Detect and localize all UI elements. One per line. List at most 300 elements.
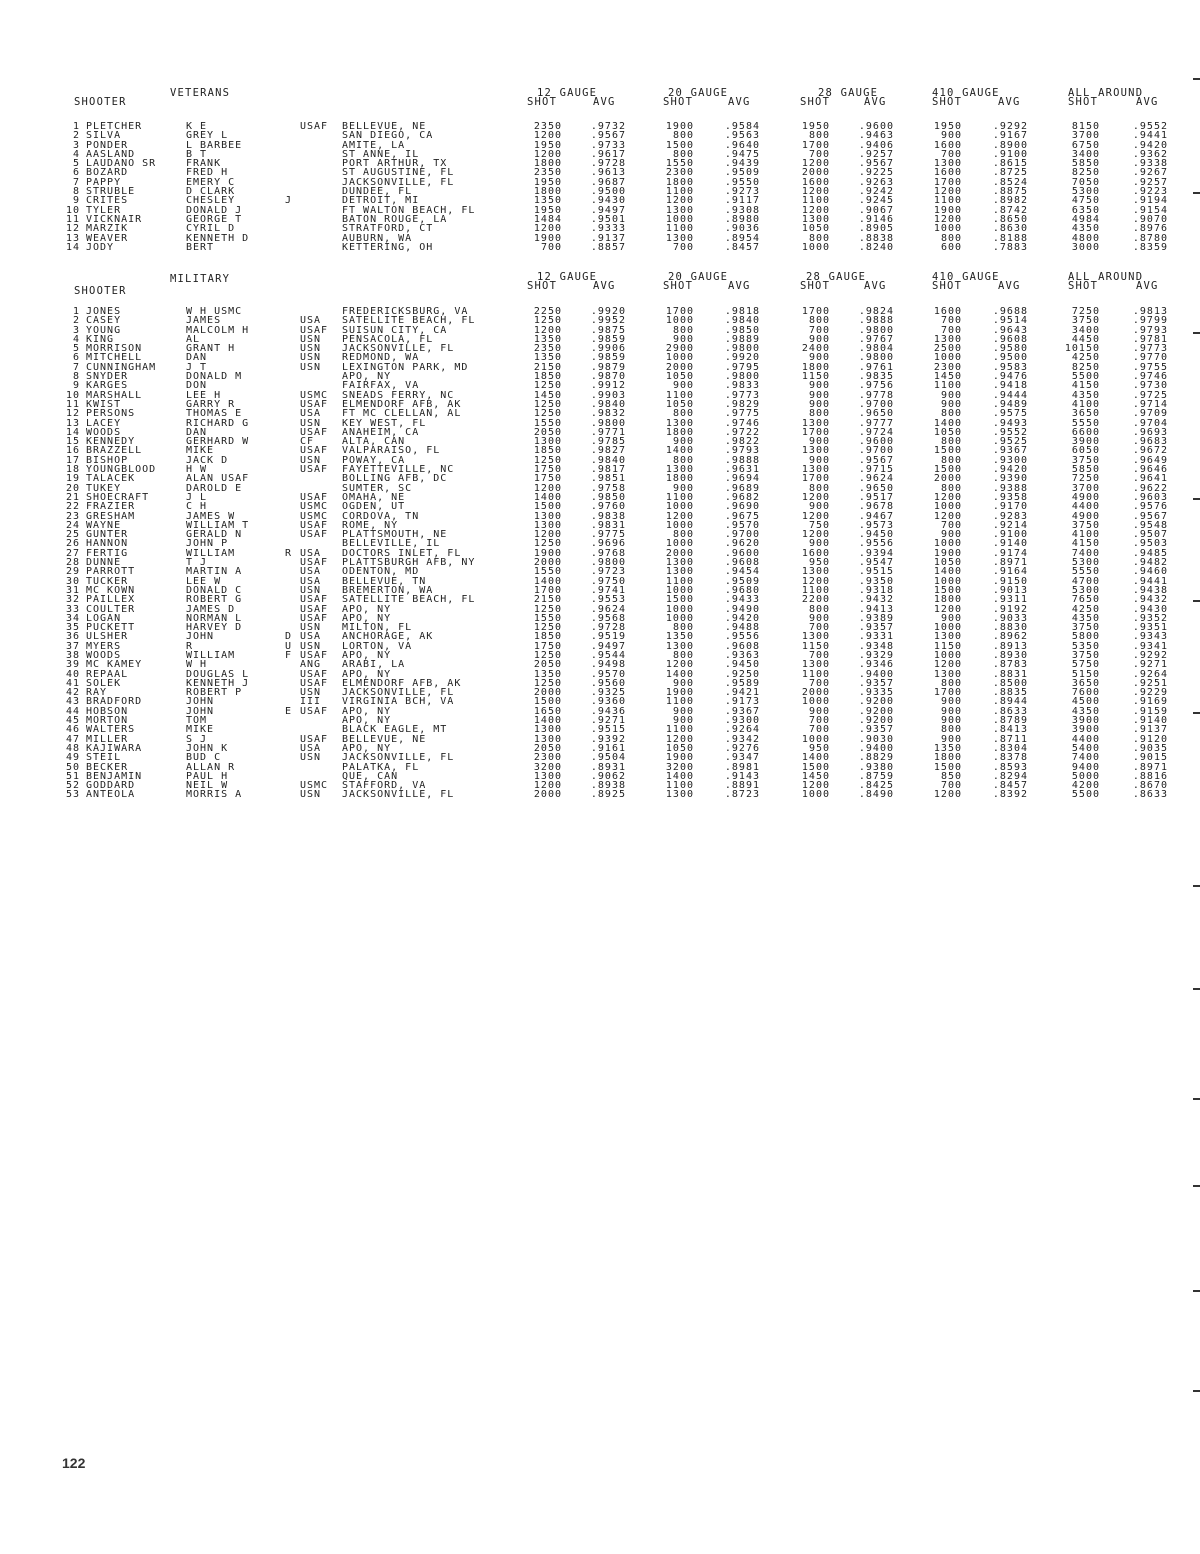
branch-cell: USA	[300, 408, 322, 420]
avg-28-cell: .9715	[858, 464, 894, 476]
shot-all-cell: 6350	[1071, 204, 1100, 216]
shot-410-cell: 800	[940, 408, 962, 420]
shot-28-cell: 700	[808, 677, 830, 689]
shot-28-cell: 1200	[801, 529, 830, 541]
avg-20-cell: .8981	[724, 761, 760, 773]
shot-20-cell: 1000	[665, 352, 694, 364]
shot-20-cell: 900	[672, 333, 694, 345]
veterans-section	[0, 88, 1200, 268]
avg-all-cell: .9485	[1132, 547, 1168, 559]
avg-410-cell: .8615	[992, 158, 1028, 170]
avg-all-cell: .9503	[1132, 538, 1168, 550]
shot-all-cell: 5400	[1071, 742, 1100, 754]
avg-20-cell: .9793	[724, 445, 760, 457]
avg-all-cell: .8971	[1132, 761, 1168, 773]
first-name-cell: MIKE	[186, 445, 215, 457]
gauge-410-avg-header: AVG	[998, 96, 1021, 108]
avg-28-cell: .9030	[858, 733, 894, 745]
avg-28-cell: .9394	[858, 547, 894, 559]
avg-410-cell: .8457	[992, 780, 1028, 792]
shot-410-cell: 800	[940, 724, 962, 736]
last-name-cell: BISHOP	[86, 454, 129, 466]
shot-28-cell: 1700	[801, 306, 830, 317]
avg-12-cell: .9360	[590, 696, 626, 708]
shot-all-cell: 5750	[1071, 659, 1100, 671]
avg-all-cell: .9482	[1132, 557, 1168, 569]
avg-410-cell: .8304	[992, 742, 1028, 754]
shot-410-cell: 1300	[933, 668, 962, 680]
shot-410-cell: 1300	[933, 333, 962, 345]
first-name-cell: CHESLEY	[186, 195, 236, 207]
shot-410-cell: 1500	[933, 584, 962, 596]
shot-28-cell: 900	[808, 436, 830, 448]
avg-all-cell: .9154	[1132, 204, 1168, 216]
shot-all-cell: 9400	[1071, 761, 1100, 773]
shot-20-cell: 1000	[665, 519, 694, 531]
shot-28-cell: 1600	[801, 176, 830, 188]
avg-12-cell: .9903	[590, 389, 626, 401]
first-name-cell: JAMES D	[186, 603, 236, 615]
shot-410-cell: 800	[940, 482, 962, 494]
shot-all-cell: 4400	[1071, 501, 1100, 513]
first-name-cell: AL	[186, 333, 201, 345]
avg-410-cell: .9283	[992, 510, 1028, 522]
avg-12-cell: .8857	[590, 241, 626, 253]
rank-cell: 39	[65, 659, 80, 671]
city-cell: JACKSONVILLE, FL	[342, 789, 455, 801]
rank-cell: 47	[65, 733, 80, 745]
last-name-cell: TUCKER	[86, 575, 129, 587]
section-title: VETERANS	[170, 87, 231, 99]
shot-all-cell: 7600	[1071, 687, 1100, 699]
avg-410-cell: .9311	[992, 594, 1028, 606]
gauge-20-avg-header: AVG	[728, 96, 751, 108]
first-name-cell: JOHN	[186, 705, 215, 717]
shot-28-cell: 800	[808, 232, 830, 244]
first-name-cell: MALCOLM H	[186, 324, 250, 336]
veterans-rows	[0, 122, 1200, 252]
avg-410-cell: .9358	[992, 491, 1028, 503]
shot-20-cell: 900	[672, 482, 694, 494]
rank-cell: 48	[65, 742, 80, 754]
last-name-cell: HOBSON	[86, 705, 129, 717]
avg-12-cell: .9758	[590, 482, 626, 494]
shot-20-cell: 1000	[665, 501, 694, 513]
avg-12-cell: .9851	[590, 473, 626, 485]
gauge-20-shot-header: SHOT	[663, 96, 694, 108]
last-name-cell: GODDARD	[86, 780, 136, 792]
shot-20-cell: 1300	[665, 789, 694, 801]
avg-12-cell: .9831	[590, 519, 626, 531]
rank-cell: 9	[72, 380, 80, 392]
avg-20-cell: .8457	[724, 241, 760, 253]
avg-all-cell: .9793	[1132, 324, 1168, 336]
city-cell: ODENTON, MD	[342, 566, 420, 578]
shot-all-cell: 3700	[1071, 482, 1100, 494]
avg-410-cell: .9214	[992, 519, 1028, 531]
rank-cell: 29	[65, 566, 80, 578]
city-cell: APO, NY	[342, 715, 392, 727]
avg-20-cell: .9840	[724, 315, 760, 327]
shot-all-cell: 6050	[1071, 445, 1100, 457]
shot-410-cell: 700	[940, 519, 962, 531]
shot-all-cell: 7400	[1071, 547, 1100, 559]
last-name-cell: FERTIG	[86, 547, 129, 559]
shot-12-cell: 1750	[533, 473, 562, 485]
avg-all-cell: .9552	[1132, 121, 1168, 132]
city-cell: VALPARAISO, FL	[342, 445, 441, 457]
shot-28-cell: 2000	[801, 167, 830, 179]
avg-28-cell: .9357	[858, 724, 894, 736]
avg-all-cell: .9338	[1132, 158, 1168, 170]
avg-20-cell: .9722	[724, 426, 760, 438]
rank-cell: 25	[65, 529, 80, 541]
shot-20-cell: 1900	[665, 752, 694, 764]
avg-410-cell: .9489	[992, 398, 1028, 410]
gauge-28-avg-header: AVG	[864, 280, 887, 292]
first-name-cell: C H	[186, 501, 208, 513]
shot-28-cell: 2200	[801, 594, 830, 606]
avg-all-cell: .9432	[1132, 594, 1168, 606]
rank-cell: 7	[72, 361, 80, 373]
avg-all-cell: .9441	[1132, 575, 1168, 587]
table-row	[0, 243, 1200, 252]
avg-20-cell: .9550	[724, 176, 760, 188]
avg-12-cell: .9392	[590, 733, 626, 745]
branch-cell: USMC	[300, 389, 329, 401]
shot-410-cell: 1200	[933, 510, 962, 522]
avg-all-cell: .9251	[1132, 677, 1168, 689]
avg-20-cell: .9509	[724, 575, 760, 587]
branch-cell: USAF	[300, 398, 329, 410]
rank-cell: 8	[72, 186, 80, 198]
shot-28-cell: 1300	[801, 445, 830, 457]
avg-28-cell: .8759	[858, 770, 894, 782]
shot-20-cell: 1200	[665, 195, 694, 207]
first-name-cell: JAMES W	[186, 510, 236, 522]
shot-all-cell: 4350	[1071, 223, 1100, 235]
first-name-cell: RICHARD G	[186, 417, 250, 429]
shot-all-cell: 5550	[1071, 566, 1100, 578]
shot-20-cell: 1300	[665, 232, 694, 244]
avg-12-cell: .9850	[590, 491, 626, 503]
edge-mark	[1193, 712, 1200, 714]
shot-28-cell: 1200	[801, 158, 830, 170]
shot-12-cell: 2350	[533, 121, 562, 132]
shot-28-cell: 800	[808, 408, 830, 420]
shot-20-cell: 1100	[665, 780, 694, 792]
all-around-avg-header: AVG	[1136, 280, 1159, 292]
gauge-20-title: 20 GAUGE	[668, 87, 729, 99]
avg-28-cell: .9624	[858, 473, 894, 485]
shot-410-cell: 1300	[933, 631, 962, 643]
shot-all-cell: 5500	[1071, 789, 1100, 801]
shot-410-cell: 1000	[933, 622, 962, 634]
shot-20-cell: 1900	[665, 687, 694, 699]
avg-20-cell: .9273	[724, 186, 760, 198]
shot-410-cell: 700	[940, 315, 962, 327]
shot-12-cell: 1550	[533, 612, 562, 624]
shot-28-cell: 900	[808, 398, 830, 410]
shot-28-cell: 1800	[801, 361, 830, 373]
avg-410-cell: .9300	[992, 454, 1028, 466]
shot-28-cell: 1050	[801, 223, 830, 235]
branch-cell: USAF	[300, 557, 329, 569]
rank-cell: 44	[65, 705, 80, 717]
city-cell: ST ANNE, IL	[342, 148, 420, 160]
city-cell: DETROIT, MI	[342, 195, 420, 207]
avg-all-cell: .9271	[1132, 659, 1168, 671]
avg-410-cell: .9643	[992, 324, 1028, 336]
rank-cell: 11	[65, 213, 80, 225]
avg-all-cell: .9343	[1132, 631, 1168, 643]
avg-410-cell: .8962	[992, 631, 1028, 643]
shot-all-cell: 5300	[1071, 584, 1100, 596]
avg-all-cell: .9548	[1132, 519, 1168, 531]
last-name-cell: MYERS	[86, 640, 122, 652]
all-around-title: ALL AROUND	[1068, 87, 1144, 99]
avg-12-cell: .9333	[590, 223, 626, 235]
first-name-cell: KENNETH D	[186, 232, 250, 244]
avg-28-cell: .9804	[858, 343, 894, 355]
shot-20-cell: 1100	[665, 575, 694, 587]
branch-cell: USMC	[300, 510, 329, 522]
avg-20-cell: .9347	[724, 752, 760, 764]
avg-28-cell: .9767	[858, 333, 894, 345]
city-cell: REDMOND, WA	[342, 352, 420, 364]
avg-410-cell: .8930	[992, 649, 1028, 661]
shot-20-cell: 800	[672, 454, 694, 466]
avg-20-cell: .9300	[724, 715, 760, 727]
shot-410-cell: 1200	[933, 186, 962, 198]
first-name-cell: BUD C	[186, 752, 222, 764]
shot-410-cell: 1000	[933, 501, 962, 513]
avg-410-cell: .9390	[992, 473, 1028, 485]
last-name-cell: PAPPY	[86, 176, 122, 188]
avg-20-cell: .9556	[724, 631, 760, 643]
shot-410-cell: 1000	[933, 575, 962, 587]
shot-12-cell: 1400	[533, 491, 562, 503]
first-name-cell: J T	[186, 361, 208, 373]
shot-20-cell: 1300	[665, 566, 694, 578]
avg-all-cell: .8670	[1132, 780, 1168, 792]
avg-all-cell: .9507	[1132, 529, 1168, 541]
last-name-cell: JONES	[86, 306, 122, 317]
avg-all-cell: .9264	[1132, 668, 1168, 680]
rank-cell: 23	[65, 510, 80, 522]
city-cell: APO, NY	[342, 603, 392, 615]
gauge-410-shot-header: SHOT	[932, 96, 963, 108]
last-name-cell: MORRISON	[86, 343, 143, 355]
avg-all-cell: .9352	[1132, 612, 1168, 624]
avg-all-cell: .9070	[1132, 213, 1168, 225]
avg-all-cell: .8359	[1132, 241, 1168, 253]
avg-12-cell: .9515	[590, 724, 626, 736]
city-cell: QUE, CAN	[342, 770, 399, 782]
first-name-cell: CYRIL D	[186, 223, 236, 235]
shot-all-cell: 3650	[1071, 677, 1100, 689]
avg-28-cell: .9067	[858, 204, 894, 216]
shot-20-cell: 1300	[665, 204, 694, 216]
shot-20-cell: 1100	[665, 491, 694, 503]
avg-28-cell: .9263	[858, 176, 894, 188]
avg-12-cell: .9733	[590, 139, 626, 151]
shot-12-cell: 1300	[533, 436, 562, 448]
avg-410-cell: .9150	[992, 575, 1028, 587]
avg-all-cell: .9799	[1132, 315, 1168, 327]
last-name-cell: TYLER	[86, 204, 122, 216]
first-name-cell: TOM	[186, 715, 208, 727]
first-name-cell: NORMAN L	[186, 612, 243, 624]
shot-12-cell: 2000	[533, 687, 562, 699]
shot-all-cell: 5300	[1071, 557, 1100, 569]
shot-410-cell: 1400	[933, 417, 962, 429]
avg-20-cell: .9889	[724, 333, 760, 345]
shot-20-cell: 900	[672, 380, 694, 392]
avg-all-cell: .9641	[1132, 473, 1168, 485]
shot-28-cell: 1000	[801, 696, 830, 708]
last-name-cell: JODY	[86, 241, 115, 253]
shot-28-cell: 950	[808, 742, 830, 754]
branch-cell: USAF	[300, 464, 329, 476]
avg-12-cell: .9920	[590, 306, 626, 317]
first-name-cell: ROBERT P	[186, 687, 243, 699]
shot-12-cell: 1250	[533, 408, 562, 420]
first-name-cell: J L	[186, 491, 208, 503]
shot-12-cell: 1400	[533, 715, 562, 727]
rank-cell: 49	[65, 752, 80, 764]
branch-cell: USAF	[300, 668, 329, 680]
shot-28-cell: 1200	[801, 510, 830, 522]
avg-410-cell: .9367	[992, 445, 1028, 457]
shot-all-cell: 5000	[1071, 770, 1100, 782]
shot-28-cell: 1300	[801, 631, 830, 643]
avg-all-cell: .9770	[1132, 352, 1168, 364]
shot-20-cell: 1500	[665, 594, 694, 606]
shot-28-cell: 1200	[801, 204, 830, 216]
shot-12-cell: 1850	[533, 445, 562, 457]
rank-cell: 33	[65, 603, 80, 615]
shot-410-cell: 1000	[933, 352, 962, 364]
shot-12-cell: 1350	[533, 352, 562, 364]
shot-410-cell: 2000	[933, 473, 962, 485]
avg-12-cell: .9624	[590, 603, 626, 615]
shot-12-cell: 1300	[533, 733, 562, 745]
shot-all-cell: 5550	[1071, 417, 1100, 429]
avg-20-cell: .9920	[724, 352, 760, 364]
shot-12-cell: 1300	[533, 510, 562, 522]
shot-all-cell: 4250	[1071, 352, 1100, 364]
branch-cell: USAF	[300, 529, 329, 541]
branch-cell: USA	[300, 566, 322, 578]
branch-cell: USAF	[300, 519, 329, 531]
first-name-cell: WILLIAM	[186, 547, 236, 559]
shot-28-cell: 800	[808, 315, 830, 327]
avg-20-cell: .9640	[724, 139, 760, 151]
branch-cell: USA	[300, 742, 322, 754]
shot-20-cell: 800	[672, 529, 694, 541]
shot-20-cell: 2900	[665, 343, 694, 355]
gauge-12-avg-header: AVG	[593, 96, 616, 108]
avg-20-cell: .9490	[724, 603, 760, 615]
shot-28-cell: 800	[808, 482, 830, 494]
last-name-cell: BRADFORD	[86, 696, 143, 708]
avg-28-cell: .9335	[858, 687, 894, 699]
branch-cell: USN	[300, 640, 322, 652]
city-cell: PALATKA, FL	[342, 761, 420, 773]
avg-28-cell: .8240	[858, 241, 894, 253]
gauge-12-shot-header: SHOT	[527, 280, 558, 292]
shot-410-cell: 1900	[933, 204, 962, 216]
shot-28-cell: 700	[808, 324, 830, 336]
shot-12-cell: 1300	[533, 770, 562, 782]
avg-28-cell: .9463	[858, 130, 894, 142]
avg-12-cell: .8931	[590, 761, 626, 773]
military-section	[0, 271, 1200, 801]
avg-all-cell: .9015	[1132, 752, 1168, 764]
last-name-cell: SILVA	[86, 130, 122, 142]
last-name-cell: CUNNINGHAM	[86, 361, 157, 373]
avg-28-cell: .9432	[858, 594, 894, 606]
avg-28-cell: .9400	[858, 742, 894, 754]
branch-cell: USAF	[300, 324, 329, 336]
shot-410-cell: 1000	[933, 649, 962, 661]
avg-all-cell: .9672	[1132, 445, 1168, 457]
suffix-cell: D	[285, 631, 293, 643]
avg-12-cell: .9325	[590, 687, 626, 699]
city-cell: JACKSONVILLE, FL	[342, 687, 455, 699]
shot-all-cell: 4150	[1071, 538, 1100, 550]
avg-410-cell: .9688	[992, 306, 1028, 317]
avg-all-cell: .9441	[1132, 130, 1168, 142]
shot-all-cell: 3700	[1071, 130, 1100, 142]
shot-12-cell: 1200	[533, 130, 562, 142]
avg-all-cell: .9159	[1132, 705, 1168, 717]
last-name-cell: WALTERS	[86, 724, 136, 736]
rank-cell: 6	[72, 352, 80, 364]
avg-20-cell: .9143	[724, 770, 760, 782]
shot-28-cell: 900	[808, 538, 830, 550]
avg-20-cell: .9775	[724, 408, 760, 420]
avg-28-cell: .8905	[858, 223, 894, 235]
shot-20-cell: 1050	[665, 371, 694, 383]
last-name-cell: SOLEK	[86, 677, 122, 689]
shot-28-cell: 1100	[801, 668, 830, 680]
avg-28-cell: .9413	[858, 603, 894, 615]
shot-12-cell: 1650	[533, 705, 562, 717]
shot-410-cell: 1500	[933, 761, 962, 773]
first-name-cell: GREY L	[186, 130, 229, 142]
avg-410-cell: .8188	[992, 232, 1028, 244]
branch-cell: USN	[300, 789, 322, 801]
avg-20-cell: .9342	[724, 733, 760, 745]
branch-cell: USA	[300, 631, 322, 643]
shot-12-cell: 3200	[533, 761, 562, 773]
shot-20-cell: 1400	[665, 445, 694, 457]
avg-12-cell: .9728	[590, 622, 626, 634]
section-title: MILITARY	[170, 273, 231, 285]
avg-12-cell: .9497	[590, 204, 626, 216]
shot-all-cell: 4350	[1071, 612, 1100, 624]
shot-28-cell: 800	[808, 603, 830, 615]
avg-20-cell: .9421	[724, 687, 760, 699]
city-cell: FT WALTON BEACH, FL	[342, 204, 476, 216]
shot-28-cell: 700	[808, 724, 830, 736]
city-cell: OMAHA, NE	[342, 491, 406, 503]
first-name-cell: W H	[186, 659, 208, 671]
avg-410-cell: .8835	[992, 687, 1028, 699]
page-number: 122	[62, 1455, 86, 1471]
